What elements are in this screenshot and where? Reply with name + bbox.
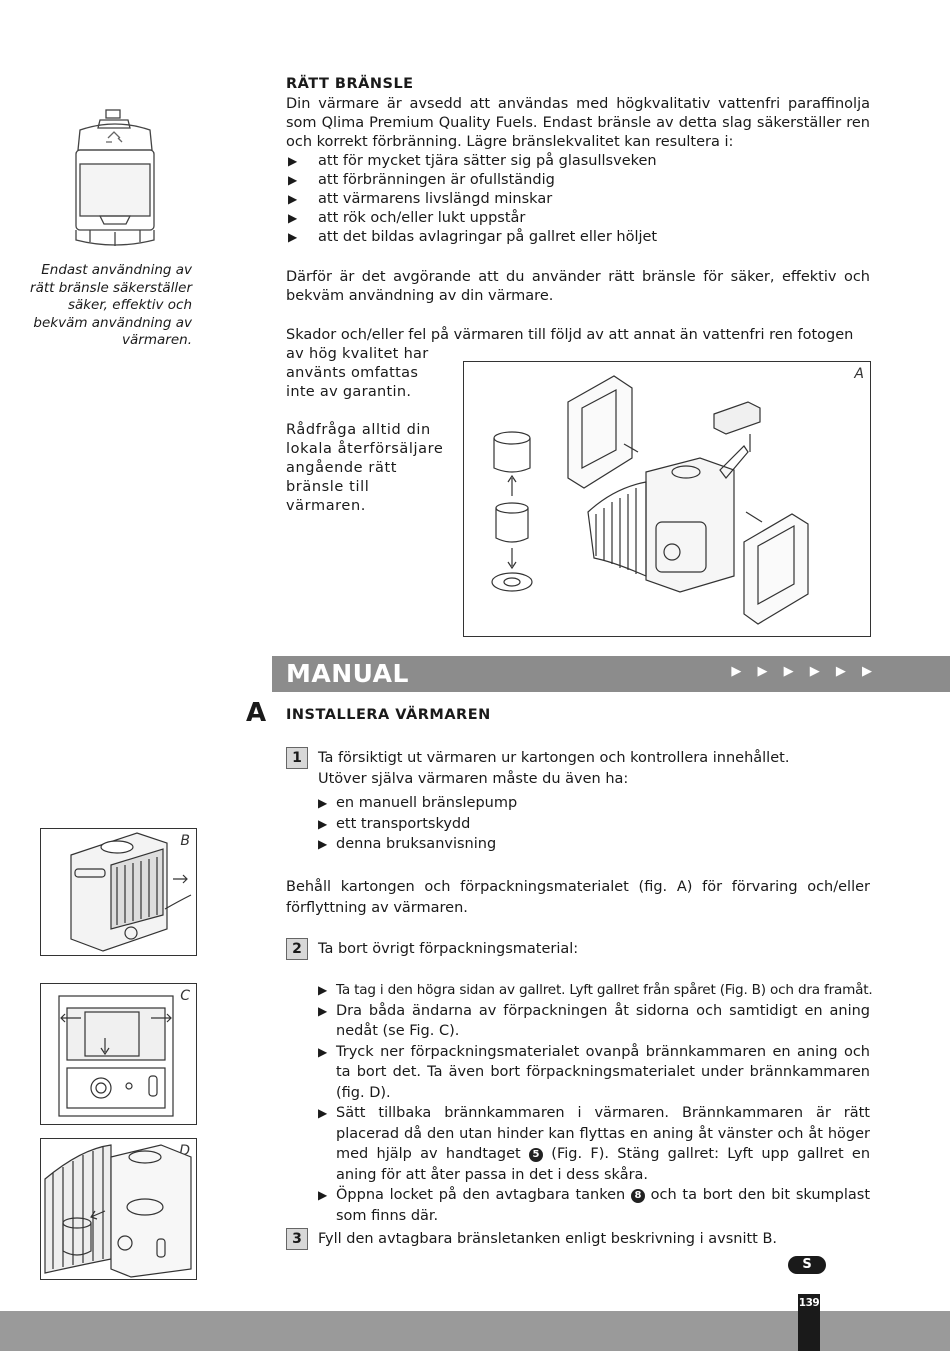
list-item: ▶ Ta tag i den högra sidan av gallret. Lyft gallret från spåret (Fig. B) och dra framåt. (318, 982, 873, 998)
figure-b-label: B (180, 833, 190, 849)
fuel-caption: Endast användning av rätt bränsle säkerställer säker, effektiv och bekväm användning av värmaren. (30, 262, 192, 348)
page-number-tab (798, 1294, 820, 1351)
step-2-text: Ta bort övrigt förpackningsmaterial: (318, 941, 579, 957)
list-item: ▶ att det bildas avlagringar på gallret eller höljet (288, 229, 658, 245)
figure-b (40, 828, 197, 956)
step-2-list (318, 980, 873, 1226)
figure-d-label: D (179, 1143, 190, 1159)
heater-exploded-illustration (464, 362, 870, 636)
banner-arrows: ▶ ▶ ▶ ▶ ▶ ▶ (731, 664, 878, 679)
manual-title: MANUAL (286, 659, 409, 688)
step-3-number: 3 (286, 1228, 308, 1250)
step-1-line-1: Ta försiktigt ut värmaren ur kartongen och kontrollera innehållet. (318, 750, 790, 766)
list-item: ▶ Öppna locket på den avtagbara tanken 8 och ta bort den bit skumplast som finns där. (318, 1187, 871, 1224)
list-item: ▶ en manuell bränslepump (318, 795, 518, 811)
step-1-list (318, 793, 870, 855)
section-title: INSTALLERA VÄRMAREN (286, 707, 491, 723)
list-item: ▶ att rök och/eller lukt uppstår (288, 210, 526, 226)
grille-removal-illustration (41, 829, 196, 955)
step-1-text (318, 748, 878, 790)
fuel-paragraph-2: Därför är det avgörande att du använder rätt bränsle för säker, effektiv och bekväm användning av din värmare. (286, 269, 870, 304)
fuel-intro: Din värmare är avsedd att användas med högkvalitativ vattenfri paraffinolja som Qlima Premium Quality Fuels. Endast bränsle av detta slag säkerställer ren och korrekt förbränning. Lägre bränslekvalitet kan resultera i: (286, 96, 870, 150)
list-item: ▶ ett transportskydd (318, 815, 471, 832)
section-letter: A (246, 698, 267, 728)
step-2-number: 2 (286, 938, 308, 960)
list-item: ▶ att för mycket tjära sätter sig på glasullsveken (288, 153, 657, 169)
fuel-can-illustration (70, 108, 160, 250)
fuel-bullet-list (286, 152, 870, 247)
language-badge: S (788, 1256, 826, 1274)
fuel-paragraph-4: Rådfråga alltid din lokala återförsäljare angående rätt bränsle till värmaren. (286, 422, 444, 514)
list-item: ▶ Sätt tillbaka brännkammaren i värmaren. Brännkammaren är rätt placerad då den utan hinder kan flyttas en aning åt vänster och åt höger med hjälp av handtaget 5 (Fig. F). Stäng gallret: Lyft upp gallret en aning för att åter passa in det i dess skåra. (318, 1105, 871, 1183)
step-3-text: Fyll den avtagbara bränsletanken enligt beskrivning i avsnitt B. (318, 1231, 778, 1247)
list-item: ▶ denna bruksanvisning (318, 836, 497, 852)
figure-a-label: A (854, 366, 864, 382)
list-item: ▶ Dra båda ändarna av förpackningen åt sidorna och samtidigt en aning nedåt (se Fig. C). (318, 1002, 870, 1039)
manual-banner (272, 656, 950, 692)
part-8-marker: 8 (631, 1189, 645, 1203)
figure-d (40, 1138, 197, 1280)
page-number: 139 (798, 1297, 820, 1309)
figure-c (40, 983, 197, 1125)
list-item: ▶ att förbränningen är ofullständig (288, 172, 555, 188)
part-5-marker: 5 (529, 1148, 543, 1162)
fuel-paragraph-3-line: Skador och/eller fel på värmaren till följd av att annat än vattenfri ren fotogen (286, 327, 854, 343)
fuel-paragraph-3-rest: av hög kvalitet har använts omfattas inte av garantin. (286, 346, 429, 400)
fuel-heading: RÄTT BRÄNSLE (286, 76, 414, 92)
burner-removal-illustration (41, 1139, 196, 1279)
list-item: ▶ att värmarens livslängd minskar (288, 191, 553, 207)
step-1-number: 1 (286, 747, 308, 769)
packaging-removal-illustration (41, 984, 196, 1124)
step-1-line-2: Utöver själva värmaren måste du även ha: (318, 771, 629, 787)
list-item: ▶ Tryck ner förpackningsmaterialet ovanpå brännkammaren en aning och ta bort det. Ta även bort förpackningsmaterialet under brännkammaren (fig. D). (318, 1043, 870, 1101)
keep-packaging-text: Behåll kartongen och förpackningsmaterialet (fig. A) för förvaring och/eller förflyttning av värmaren. (286, 879, 870, 916)
figure-c-label: C (180, 988, 190, 1004)
figure-a (463, 361, 871, 637)
